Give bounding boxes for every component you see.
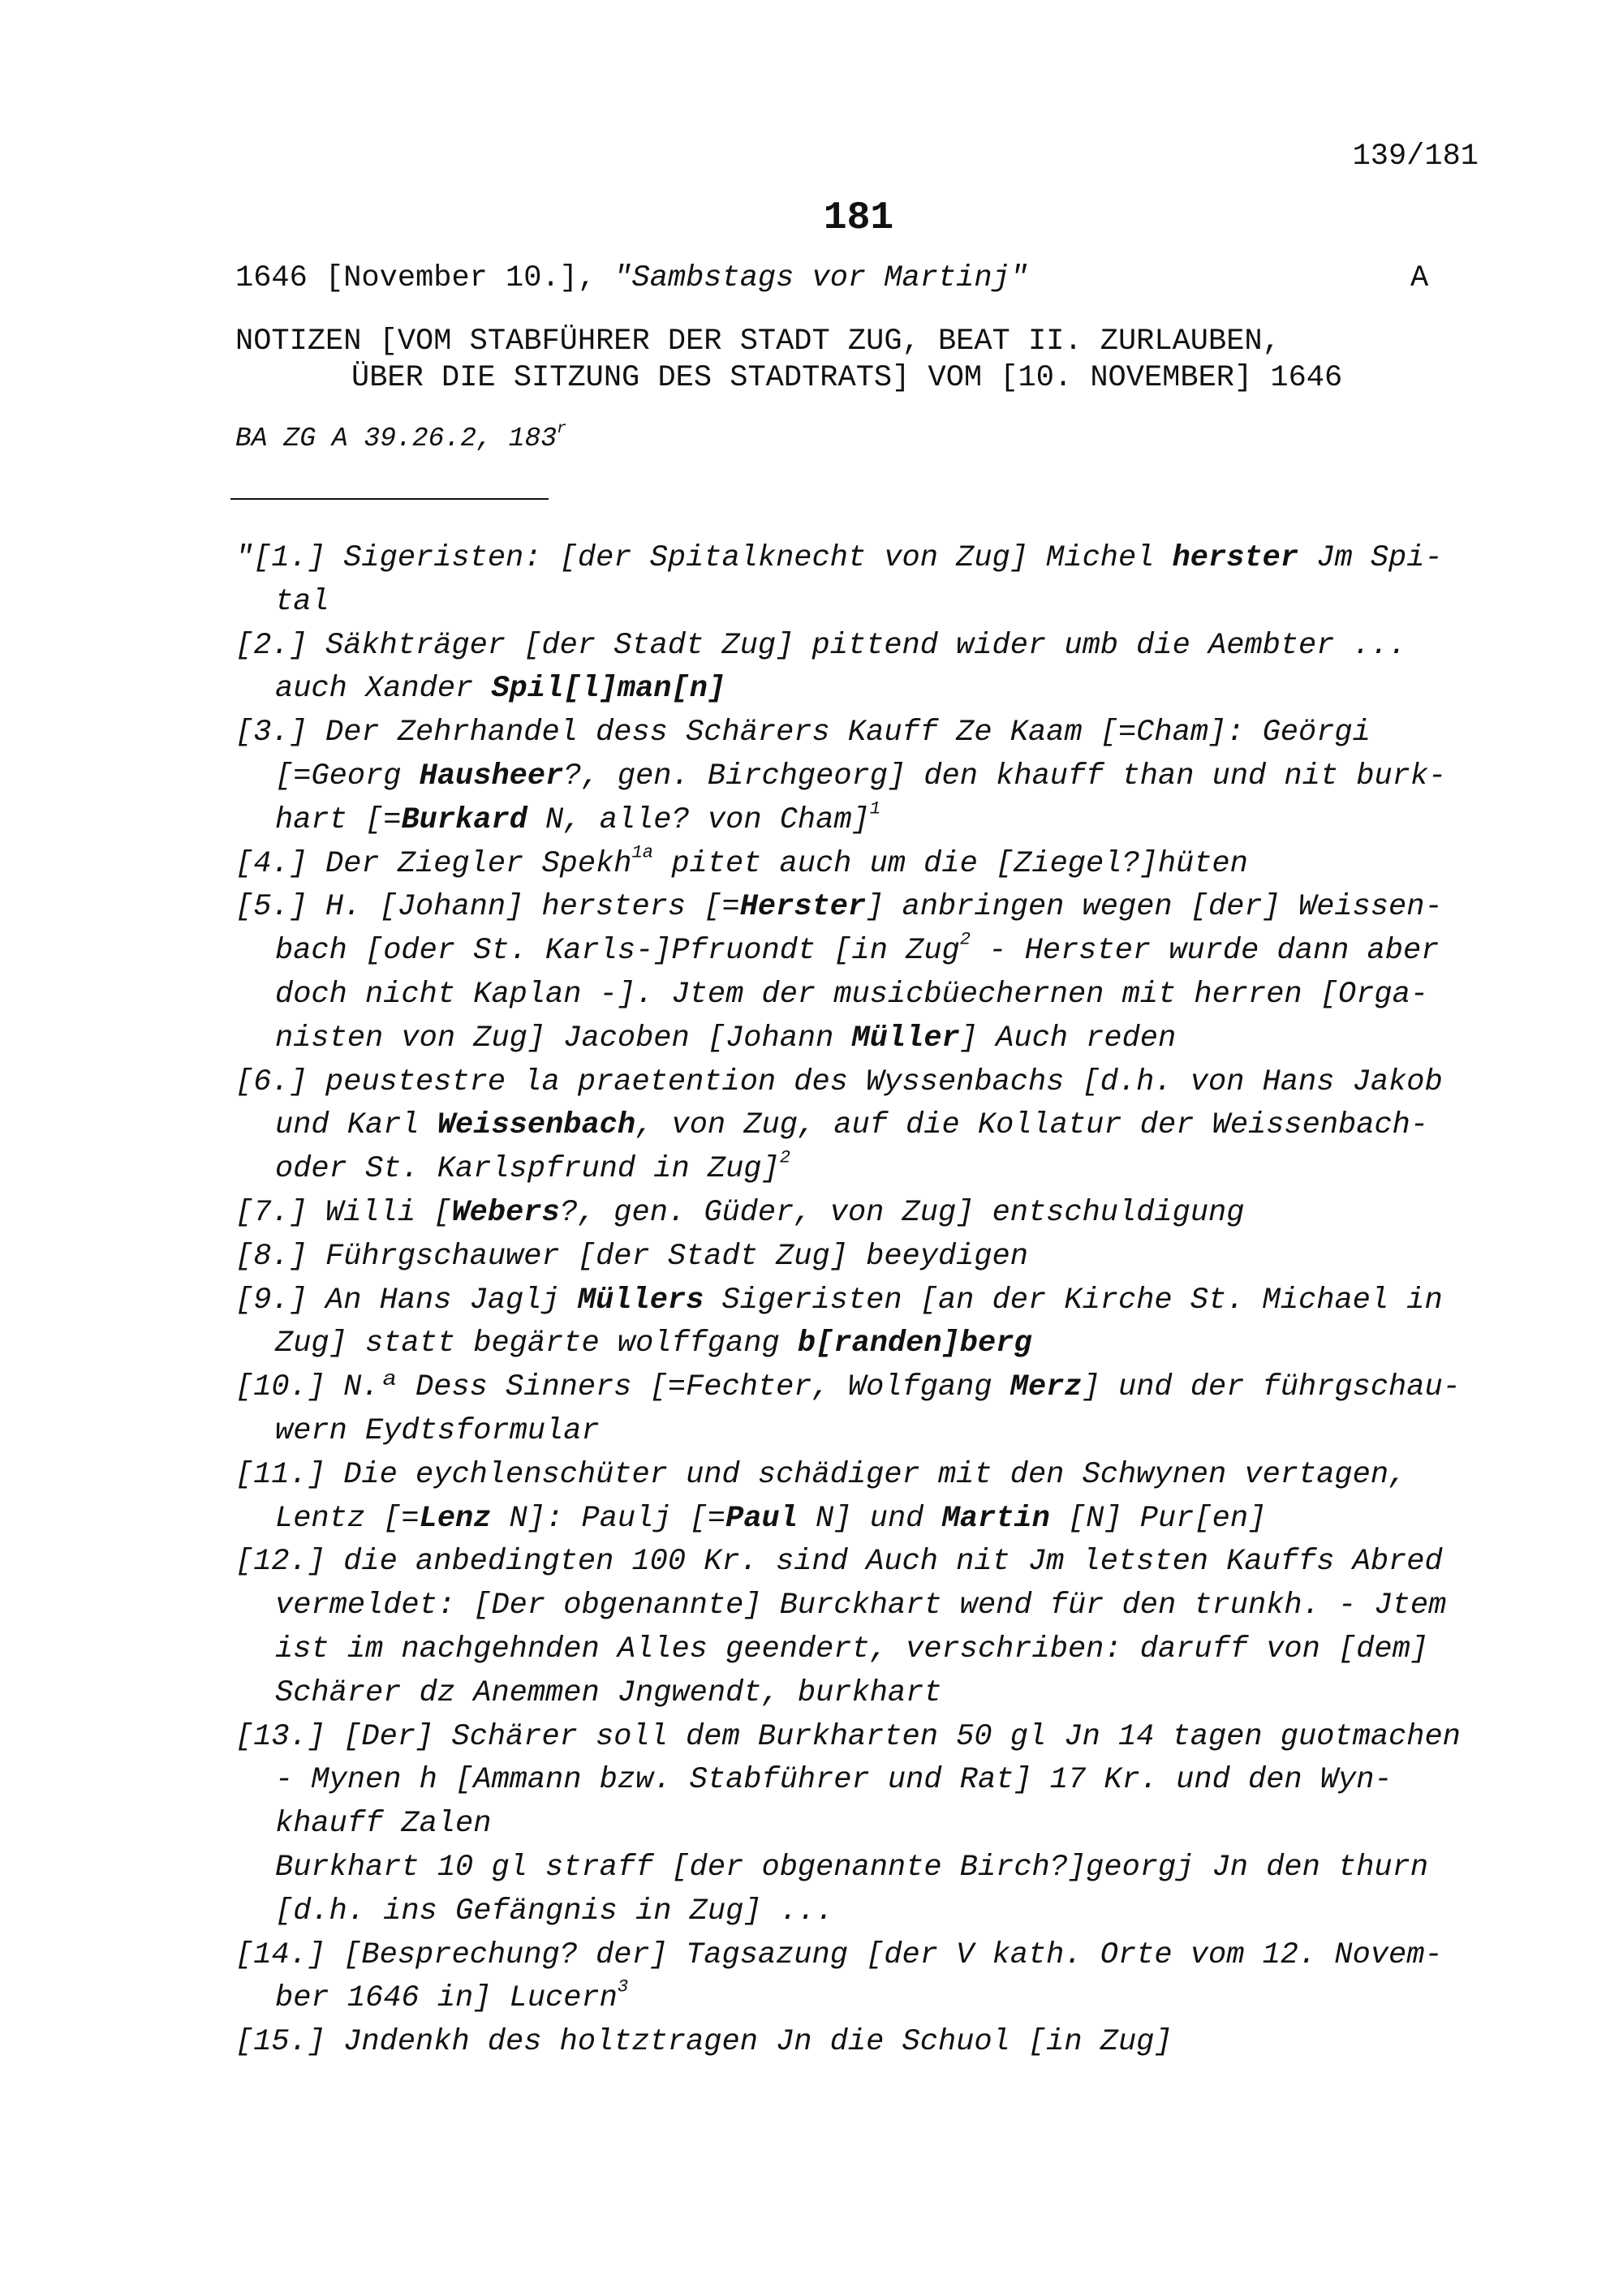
divider-rule: [230, 498, 549, 500]
citation-superscript: r: [557, 419, 566, 438]
text-segment: [6.] peustestre la praetention des Wyssenbachs [d.h. von Hans Jakob: [235, 1064, 1443, 1099]
date-quote: "Sambstags vor Martinj": [613, 261, 1028, 295]
text-segment: [7.] Willi [: [235, 1195, 452, 1230]
text-segment: [11.] Die eychlenschüter und schädiger mit den Schwynen vertagen,: [235, 1457, 1407, 1492]
item-line: [235, 1366, 1501, 1410]
text-line-continuation: [275, 668, 1501, 712]
bold-name: Müllers: [577, 1283, 704, 1318]
footnote-marker: 1a: [631, 841, 654, 862]
archive-citation: [235, 419, 566, 454]
text-line-continuation: [275, 1322, 1501, 1366]
item-line: [235, 712, 1501, 755]
text-line-continuation: [275, 1148, 1501, 1192]
item-line: [235, 1454, 1501, 1498]
text-segment: [9.] An Hans Jaglj: [235, 1283, 578, 1318]
document-title-line-1: NOTIZEN [VOM STABFÜHRER DER STADT ZUG, BEAT II. ZURLAUBEN,: [235, 325, 1281, 359]
document-title-line-2: ÜBER DIE SITZUNG DES STADTRATS] VOM [10. NOVEMBER] 1646: [351, 361, 1343, 395]
bold-name: Müller: [851, 1021, 960, 1056]
text-segment: Jm Spi-: [1298, 541, 1443, 575]
text-line-continuation: [275, 1890, 1501, 1934]
text-segment: khauff Zalen: [275, 1807, 492, 1842]
bold-name: Herster: [739, 890, 867, 925]
text-segment: Lentz [=: [275, 1501, 420, 1536]
text-segment: - Mynen h [Ammann bzw. Stabführer und Rat] 17 Kr. und den Wyn-: [275, 1763, 1393, 1798]
transcription-body: [235, 537, 1501, 2065]
item-line: [235, 1192, 1501, 1236]
text-segment: bach [oder St. Karls-]Pfruondt [in Zug: [275, 934, 960, 969]
item-line: [235, 537, 1501, 581]
text-segment: und Karl: [275, 1108, 437, 1143]
text-segment: wern Eydtsformular: [275, 1413, 600, 1448]
text-segment: vermeldet: [Der obgenannte] Burckhart wend für den trunkh. - Jtem: [275, 1589, 1447, 1623]
text-segment: ] anbringen wegen [der] Weissen-: [866, 890, 1443, 925]
bold-name: b[randen]berg: [797, 1326, 1032, 1361]
text-segment: hart [=: [275, 802, 402, 837]
text-segment: Zug] statt begärte wolffgang: [275, 1326, 798, 1361]
bold-name: herster: [1172, 541, 1299, 575]
text-line-continuation: [275, 1803, 1501, 1847]
text-segment: ber 1646 in] Lucern: [275, 1981, 618, 2016]
text-segment: [=Georg: [275, 759, 420, 793]
text-line-continuation: [275, 1584, 1501, 1628]
item-line: [235, 1716, 1501, 1760]
date-line: [235, 261, 1028, 295]
bold-name: Martin: [941, 1501, 1050, 1536]
item-line: [235, 1934, 1501, 1978]
text-line-continuation: [275, 581, 1501, 625]
footnote-marker: 1: [869, 798, 881, 819]
text-segment: ?, gen. Güder, von Zug] entschuldigung: [559, 1195, 1245, 1230]
text-line-continuation: [275, 974, 1501, 1017]
text-line-continuation: [275, 755, 1501, 799]
footnote-marker: 3: [617, 1976, 629, 1997]
bold-name: Webers: [451, 1195, 560, 1230]
text-segment: [N] Pur[en]: [1049, 1501, 1267, 1536]
text-segment: doch nicht Kaplan -]. Jtem der musicbüechernen mit herren [Orga-: [275, 977, 1429, 1012]
text-line-continuation: [275, 1759, 1501, 1803]
text-line-continuation: [275, 1104, 1501, 1148]
bold-name: Paul: [725, 1501, 798, 1536]
text-segment: Burkhart 10 gl straff [der obgenannte Birch?]georgj Jn den thurn: [275, 1850, 1429, 1885]
text-segment: N] und: [797, 1501, 942, 1536]
text-segment: pitet auch um die [Ziegel?]hüten: [653, 846, 1248, 881]
item-line: [235, 1541, 1501, 1584]
text-segment: "[1.] Sigeristen: [der Spitalknecht von Zug] Michel: [235, 541, 1173, 575]
bold-name: Burkard: [401, 802, 527, 837]
text-segment: nisten von Zug] Jacoben [Johann: [275, 1021, 852, 1056]
item-line: [235, 843, 1501, 887]
text-line-continuation: [275, 1672, 1501, 1716]
text-segment: oder St. Karlspfrund in Zug]: [275, 1152, 780, 1187]
bold-name: Weissenbach: [437, 1108, 636, 1143]
bold-name: Hausheer: [419, 759, 564, 793]
text-segment: [8.] Führgschauwer [der Stadt Zug] beeydigen: [235, 1239, 1028, 1274]
item-line: [235, 1061, 1501, 1105]
bold-name: Merz: [1010, 1370, 1083, 1405]
item-line: [235, 1279, 1501, 1323]
text-segment: N]: Paulj [=: [491, 1501, 726, 1536]
text-segment: ] Auch reden: [959, 1021, 1177, 1056]
text-segment: Sigeristen [an der Kirche St. Michael in: [704, 1283, 1443, 1318]
copy-letter: A: [1410, 261, 1429, 295]
text-segment: - Herster wurde dann aber: [971, 934, 1440, 969]
text-segment: [12.] die anbedingten 100 Kr. sind Auch nit Jm letsten Kauffs Abred: [235, 1545, 1443, 1580]
date: 1646 [November 10.],: [235, 261, 614, 295]
text-line-continuation: [275, 930, 1501, 974]
text-segment: [13.] [Der] Schärer soll dem Burkharten 50 gl Jn 14 tagen guotmachen: [235, 1719, 1461, 1754]
text-segment: auch Xander: [275, 672, 492, 707]
item-line: [235, 625, 1501, 669]
text-line-continuation: [275, 1498, 1501, 1541]
citation-text: BA ZG A 39.26.2, 183: [235, 424, 558, 454]
page-counter: 139/181: [1352, 140, 1479, 174]
text-line-continuation: [275, 1410, 1501, 1454]
text-segment: [14.] [Besprechung? der] Tagsazung [der V kath. Orte vom 12. Novem-: [235, 1937, 1443, 1972]
bold-name: Spil[l]man[n]: [491, 672, 726, 707]
text-segment: [15.] Jndenkh des holtztragen Jn die Schuol [in Zug]: [235, 2025, 1173, 2060]
text-segment: ist im nachgehnden Alles geendert, verschriben: daruff von [dem]: [275, 1632, 1429, 1666]
text-segment: [5.] H. [Johann] hersters [=: [235, 890, 740, 925]
text-segment: Schärer dz Anemmen Jngwendt, burkhart: [275, 1675, 942, 1710]
text-segment: [10.] N.ª Dess Sinners [=Fechter, Wolfgang: [235, 1370, 1010, 1405]
document-number: 181: [823, 196, 894, 240]
footnote-marker: 2: [779, 1147, 791, 1168]
text-line-continuation: [275, 1628, 1501, 1672]
text-segment: ?, gen. Birchgeorg] den khauff than und nit burk-: [563, 759, 1447, 793]
bold-name: Lenz: [419, 1501, 492, 1536]
text-segment: N, alle? von Cham]: [527, 802, 870, 837]
text-line-continuation: [275, 1847, 1501, 1890]
item-line: [235, 886, 1501, 930]
item-line: [235, 2021, 1501, 2065]
text-segment: tal: [275, 584, 329, 619]
text-segment: [d.h. ins Gefängnis in Zug] ...: [275, 1894, 834, 1928]
text-segment: ] und der führgschau-: [1082, 1370, 1461, 1405]
text-segment: [2.] Säkhträger [der Stadt Zug] pittend wider umb die Aembter ...: [235, 628, 1407, 663]
text-segment: [3.] Der Zehrhandel dess Schärers Kauff Ze Kaam [=Cham]: Geörgi: [235, 716, 1371, 750]
text-line-continuation: [275, 1017, 1501, 1061]
footnote-marker: 2: [959, 929, 971, 950]
text-line-continuation: [275, 799, 1501, 843]
text-line-continuation: [275, 1977, 1501, 2021]
text-segment: [4.] Der Ziegler Spekh: [235, 846, 632, 881]
item-line: [235, 1236, 1501, 1279]
text-segment: , von Zug, auf die Kollatur der Weissenbach-: [635, 1108, 1429, 1143]
